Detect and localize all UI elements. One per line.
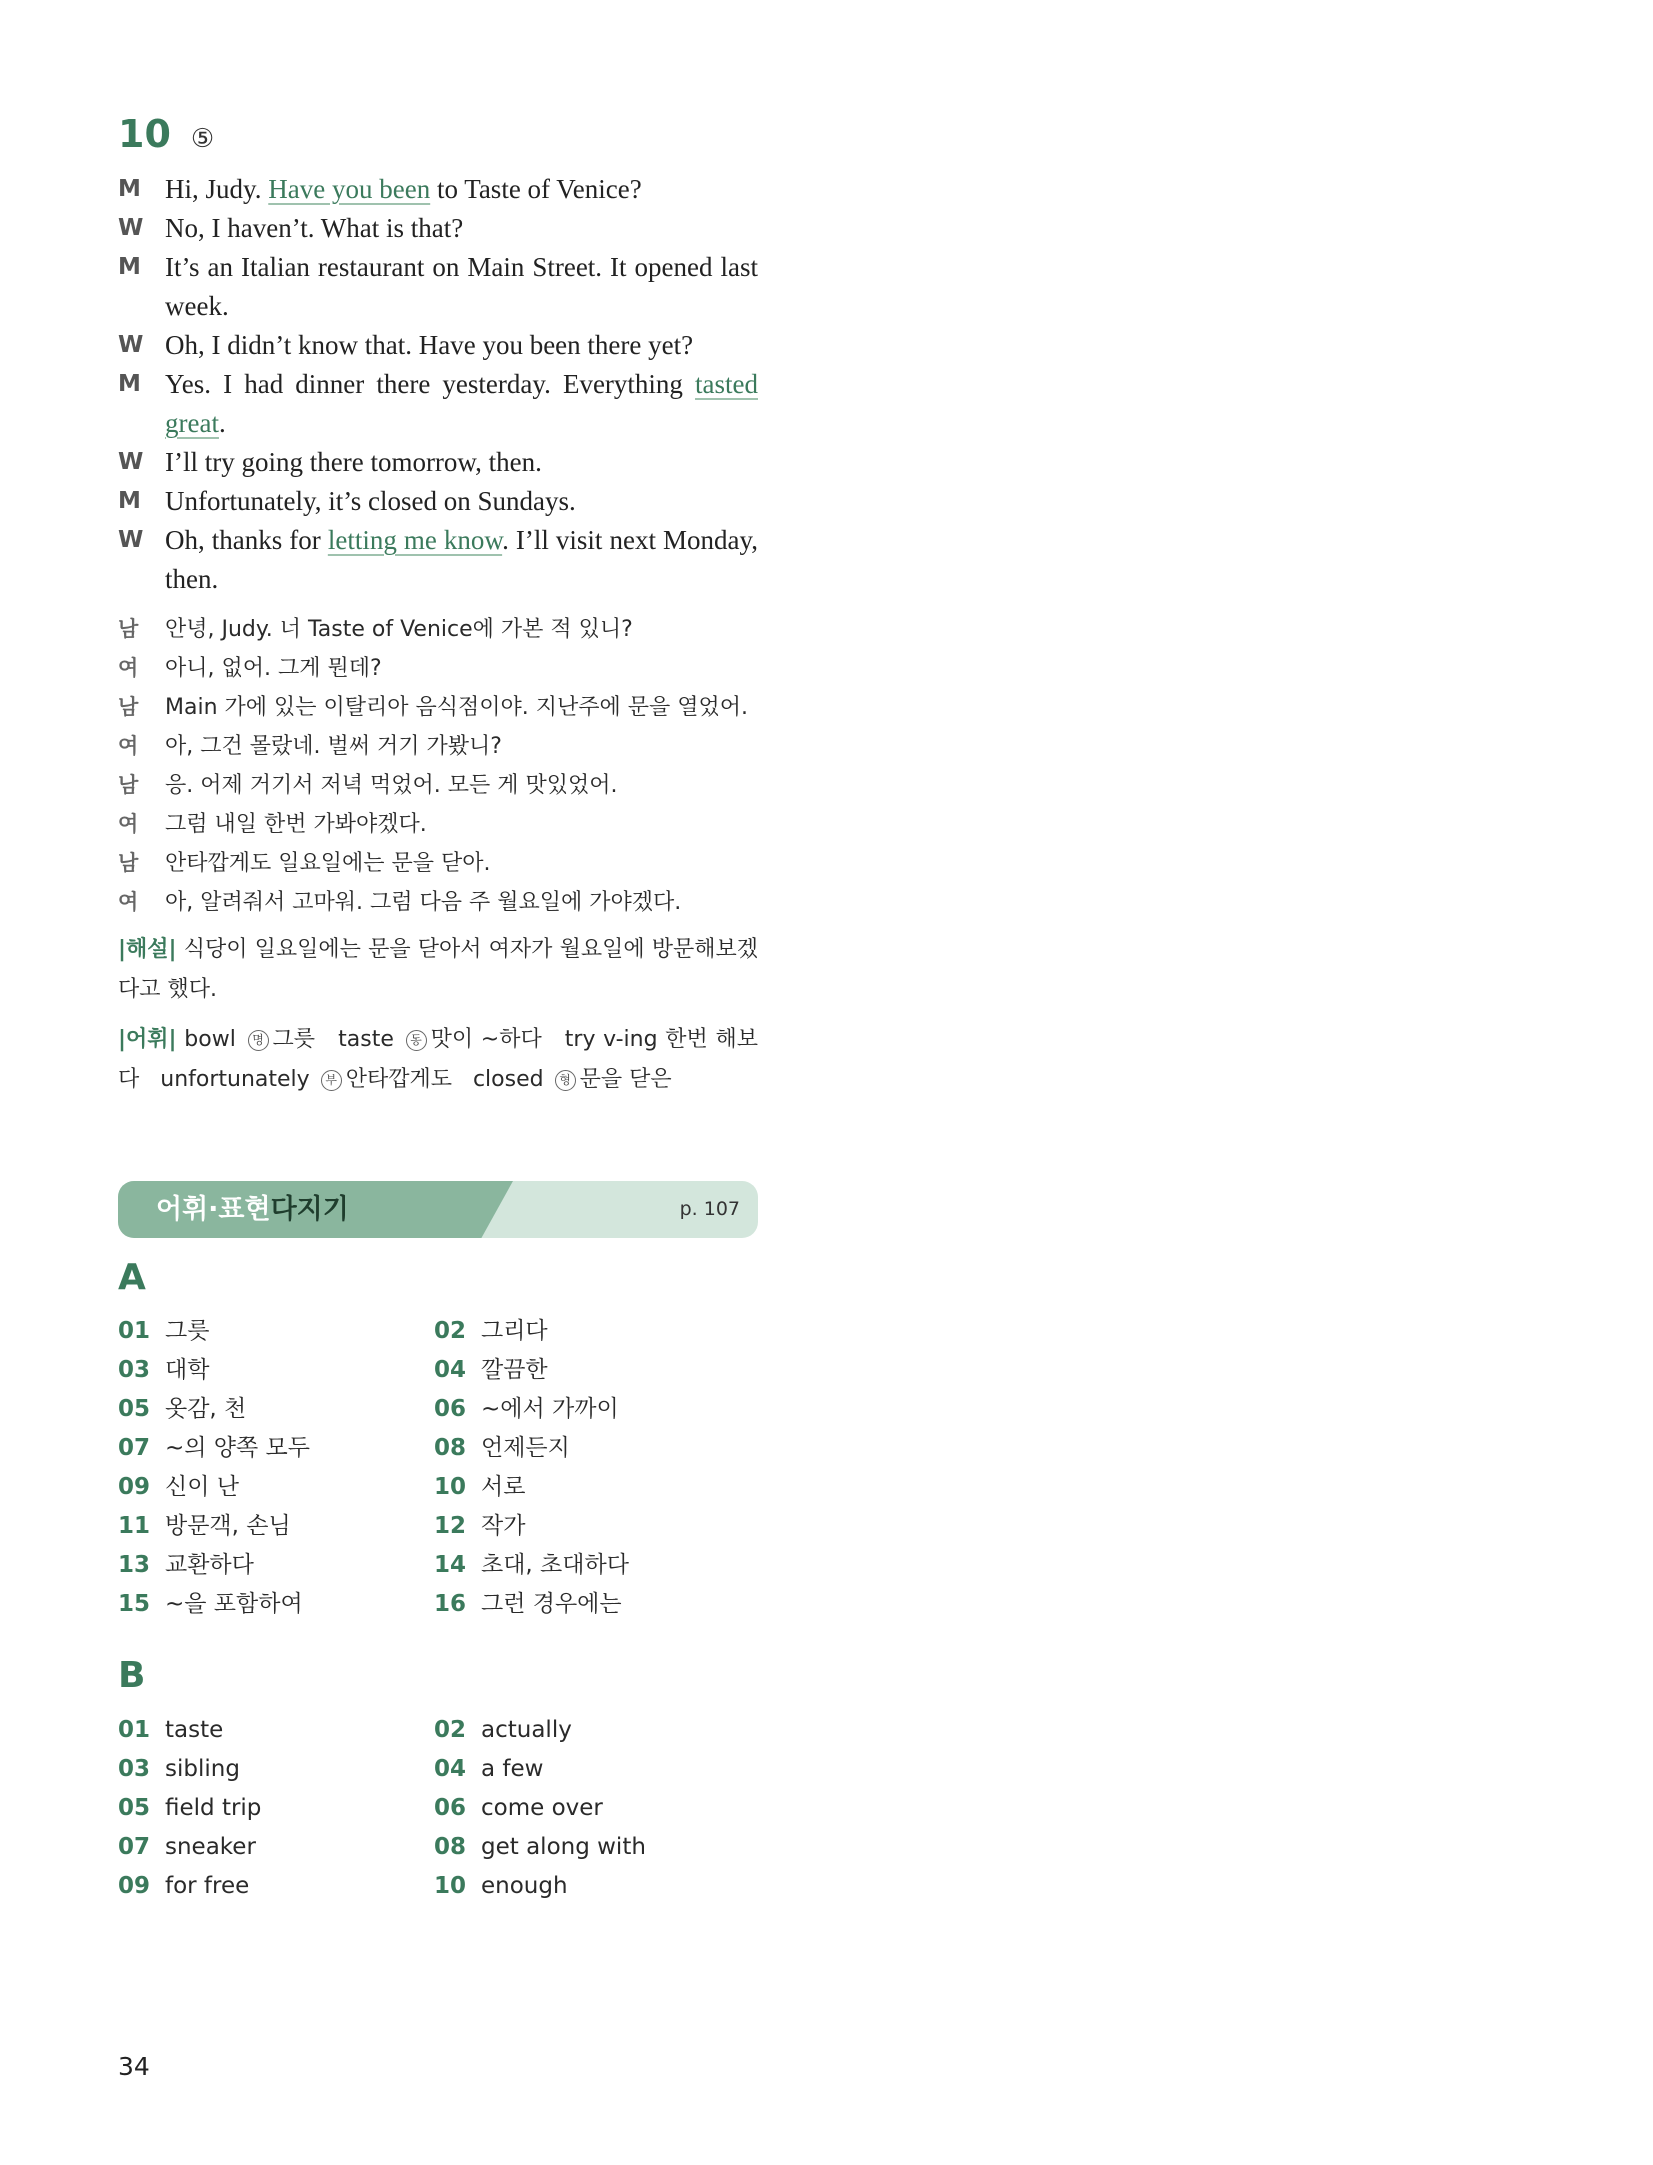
vocabulary — [118, 1020, 758, 1100]
answer-number: 06 — [434, 1396, 467, 1422]
vocab-meaning: 그릇 — [272, 1027, 316, 1052]
vocab-meaning: 한번 해보다 — [118, 1027, 758, 1092]
dialogue-english — [118, 170, 758, 599]
answer-number: 01 — [118, 1318, 151, 1344]
section-title — [156, 1181, 349, 1238]
answer-number: 16 — [434, 1591, 467, 1617]
vocab-word: bowl — [184, 1027, 236, 1052]
translation-line — [118, 610, 758, 649]
part-of-speech-mark: 명 — [248, 1030, 269, 1051]
answer-text: 초대, 초대하다 — [481, 1552, 629, 1578]
dialogue-text — [165, 521, 758, 599]
speaker-label: 남 — [118, 773, 139, 797]
answer-text: sneaker — [165, 1834, 256, 1860]
speaker-label: M — [118, 254, 141, 280]
answer-text: a few — [481, 1756, 544, 1782]
answer-text: 작가 — [481, 1513, 526, 1539]
translation-text: 아니, 없어. 그게 뭔데? — [165, 656, 382, 681]
dialogue-text — [165, 482, 758, 521]
part-b-answers — [118, 1711, 758, 1906]
answer-text: ~을 포함하여 — [165, 1591, 303, 1617]
answer-number: 08 — [434, 1435, 467, 1461]
explanation — [118, 930, 758, 1010]
answer-text: actually — [481, 1717, 572, 1743]
speaker-label: 남 — [118, 617, 139, 641]
answer-item — [118, 1828, 434, 1867]
answer-number: 03 — [118, 1756, 151, 1782]
answer-number: 13 — [118, 1552, 151, 1578]
answer-item — [118, 1468, 434, 1507]
answer-text: field trip — [165, 1795, 262, 1821]
answer-number: 04 — [434, 1756, 467, 1782]
answer-text: 그리다 — [481, 1318, 548, 1344]
vocab-word: closed — [472, 1067, 544, 1092]
answer-text: 방문객, 손님 — [165, 1513, 291, 1539]
answer-item — [434, 1507, 750, 1546]
dialogue-line — [118, 482, 758, 521]
answer-text: ~의 양쪽 모두 — [165, 1435, 310, 1461]
speaker-label: M — [118, 488, 141, 514]
answer-number: 06 — [434, 1795, 467, 1821]
dialogue-text — [165, 443, 758, 482]
answer-item — [434, 1429, 750, 1468]
answer-item — [434, 1789, 750, 1828]
answer-text: 교환하다 — [165, 1552, 254, 1578]
translation-text: 그럼 내일 한번 가봐야겠다. — [165, 812, 427, 837]
translation-text: 안녕, Judy. 너 Taste of Venice에 가본 적 있니? — [165, 617, 633, 642]
vocab-meaning: 안타깝게도 — [345, 1067, 452, 1092]
translation-line — [118, 649, 758, 688]
answer-number: 08 — [434, 1834, 467, 1860]
text-segment: Oh, I didn’t know that. Have you been there yet? — [165, 330, 694, 360]
answer-item — [434, 1585, 750, 1624]
answer-item — [118, 1867, 434, 1906]
answer-number: 09 — [118, 1474, 151, 1500]
translation-line — [118, 766, 758, 805]
vocab-word: taste — [338, 1027, 394, 1052]
answer-item — [434, 1546, 750, 1585]
answer-text: ~에서 가까이 — [481, 1396, 619, 1422]
answer-number: 03 — [118, 1357, 151, 1383]
answer-number: 07 — [118, 1834, 151, 1860]
part-a-answers — [118, 1312, 758, 1624]
answer-text: get along with — [481, 1834, 646, 1860]
text-segment: No, I haven’t. What is that? — [165, 213, 464, 243]
dialogue-korean-translation — [118, 610, 758, 922]
dialogue-text — [165, 326, 758, 365]
answer-item — [118, 1585, 434, 1624]
part-of-speech-mark: 부 — [321, 1070, 342, 1091]
highlighted-phrase: tasted great — [165, 369, 758, 438]
dialogue-line — [118, 521, 758, 599]
answer-number: 04 — [434, 1357, 467, 1383]
answer-text: taste — [165, 1717, 224, 1743]
vocab-meaning: 맛이 ~하다 — [430, 1027, 542, 1052]
answer-text: 서로 — [481, 1474, 526, 1500]
dialogue-line — [118, 248, 758, 326]
speaker-label: 여 — [118, 734, 139, 758]
dialogue-line — [118, 365, 758, 443]
translation-line — [118, 844, 758, 883]
answer-text: come over — [481, 1795, 603, 1821]
text-segment: Unfortunately, it’s closed on Sundays. — [165, 486, 576, 516]
answer-number: 01 — [118, 1717, 151, 1743]
answer-number: 05 — [118, 1396, 151, 1422]
answer-item — [434, 1750, 750, 1789]
answer-choice: ⑤ — [190, 124, 215, 154]
speaker-label: 여 — [118, 656, 139, 680]
answer-item — [118, 1789, 434, 1828]
answer-number: 07 — [118, 1435, 151, 1461]
vocabulary-label: |어휘| — [118, 1027, 177, 1052]
text-segment: Oh, thanks for — [165, 525, 328, 555]
answer-item — [118, 1312, 434, 1351]
text-segment: . I’ll visit next Monday, then. — [165, 525, 758, 594]
part-a-letter: A — [118, 1257, 146, 1298]
vocab-word: try v-ing — [564, 1027, 658, 1052]
text-segment: Yes. I had dinner there yesterday. Everything — [165, 369, 696, 399]
text-segment: to Taste of Venice? — [430, 174, 642, 204]
answer-text: enough — [481, 1873, 568, 1899]
answer-number: 02 — [434, 1318, 467, 1344]
answer-text: 대학 — [165, 1357, 210, 1383]
translation-line — [118, 805, 758, 844]
answer-item — [434, 1312, 750, 1351]
section-title-light: 어휘·표현 — [156, 1194, 271, 1225]
dialogue-line — [118, 443, 758, 482]
answer-text: 그런 경우에는 — [481, 1591, 622, 1617]
part-of-speech-mark: 형 — [555, 1070, 576, 1091]
answer-item — [434, 1828, 750, 1867]
answer-number: 10 — [434, 1474, 467, 1500]
vocab-meaning: 문을 닫은 — [579, 1067, 672, 1092]
answer-text: sibling — [165, 1756, 240, 1782]
answer-item — [434, 1351, 750, 1390]
text-segment: It’s an Italian restaurant on Main Street. It opened last week. — [165, 252, 758, 321]
answer-number: 14 — [434, 1552, 467, 1578]
highlighted-phrase: letting me know — [327, 525, 503, 555]
page-reference: p. 107 — [679, 1198, 740, 1220]
answer-text: 옷감, 천 — [165, 1396, 247, 1422]
speaker-label: 여 — [118, 812, 139, 836]
dialogue-text — [165, 170, 758, 209]
dialogue-line — [118, 326, 758, 365]
speaker-label: M — [118, 176, 141, 202]
speaker-label: 남 — [118, 851, 139, 875]
dialogue-line — [118, 170, 758, 209]
speaker-label: 남 — [118, 695, 139, 719]
dialogue-text — [165, 209, 758, 248]
answer-item — [434, 1867, 750, 1906]
answer-text: 언제든지 — [481, 1435, 570, 1461]
answer-number: 15 — [118, 1591, 151, 1617]
speaker-label: W — [118, 449, 144, 475]
text-segment: Hi, Judy. — [165, 174, 269, 204]
translation-text: 아, 알려줘서 고마워. 그럼 다음 주 월요일에 가야겠다. — [165, 890, 682, 915]
translation-text: 아, 그건 몰랐네. 벌써 거기 가봤니? — [165, 734, 502, 759]
answer-item — [434, 1390, 750, 1429]
section-title-dark: 다지기 — [270, 1194, 349, 1225]
answer-item — [434, 1468, 750, 1507]
question-number: 10 — [118, 112, 171, 156]
answer-item — [118, 1429, 434, 1468]
explanation-text: 식당이 일요일에는 문을 닫아서 여자가 월요일에 방문해보겠다고 했다. — [118, 937, 759, 1002]
text-segment: I’ll try going there tomorrow, then. — [165, 447, 542, 477]
part-of-speech-mark: 동 — [406, 1030, 427, 1051]
dialogue-text — [165, 365, 758, 443]
answer-item — [118, 1507, 434, 1546]
answer-number: 05 — [118, 1795, 151, 1821]
answer-text: 신이 난 — [165, 1474, 239, 1500]
answer-item — [118, 1711, 434, 1750]
section-banner — [118, 1181, 758, 1238]
answer-item — [118, 1750, 434, 1789]
question-header — [118, 112, 214, 156]
answer-text: for free — [165, 1873, 250, 1899]
answer-text: 그릇 — [165, 1318, 210, 1344]
answer-item — [118, 1351, 434, 1390]
translation-text: Main 가에 있는 이탈리아 음식점이야. 지난주에 문을 열었어. — [165, 695, 749, 720]
speaker-label: W — [118, 215, 144, 241]
translation-text: 응. 어제 거기서 저녁 먹었어. 모든 게 맛있었어. — [165, 773, 618, 798]
speaker-label: 여 — [118, 890, 139, 914]
answer-item — [118, 1546, 434, 1585]
translation-line — [118, 883, 758, 922]
dialogue-line — [118, 209, 758, 248]
answer-number: 10 — [434, 1873, 467, 1899]
answer-number: 12 — [434, 1513, 467, 1539]
answer-item — [118, 1390, 434, 1429]
dialogue-text — [165, 248, 758, 326]
speaker-label: W — [118, 332, 144, 358]
speaker-label: M — [118, 371, 141, 397]
answer-number: 02 — [434, 1717, 467, 1743]
text-segment: . — [218, 408, 226, 438]
explanation-label: |해설| — [118, 937, 177, 962]
translation-line — [118, 688, 758, 727]
vocab-word: unfortunately — [160, 1067, 310, 1092]
answer-item — [434, 1711, 750, 1750]
answer-number: 11 — [118, 1513, 151, 1539]
answer-number: 09 — [118, 1873, 151, 1899]
page-number: 34 — [118, 2052, 150, 2081]
translation-line — [118, 727, 758, 766]
translation-text: 안타깝게도 일요일에는 문을 닫아. — [165, 851, 491, 876]
highlighted-phrase: Have you been — [268, 174, 431, 204]
part-b-letter: B — [118, 1655, 146, 1696]
answer-text: 깔끔한 — [481, 1357, 548, 1383]
speaker-label: W — [118, 527, 144, 553]
